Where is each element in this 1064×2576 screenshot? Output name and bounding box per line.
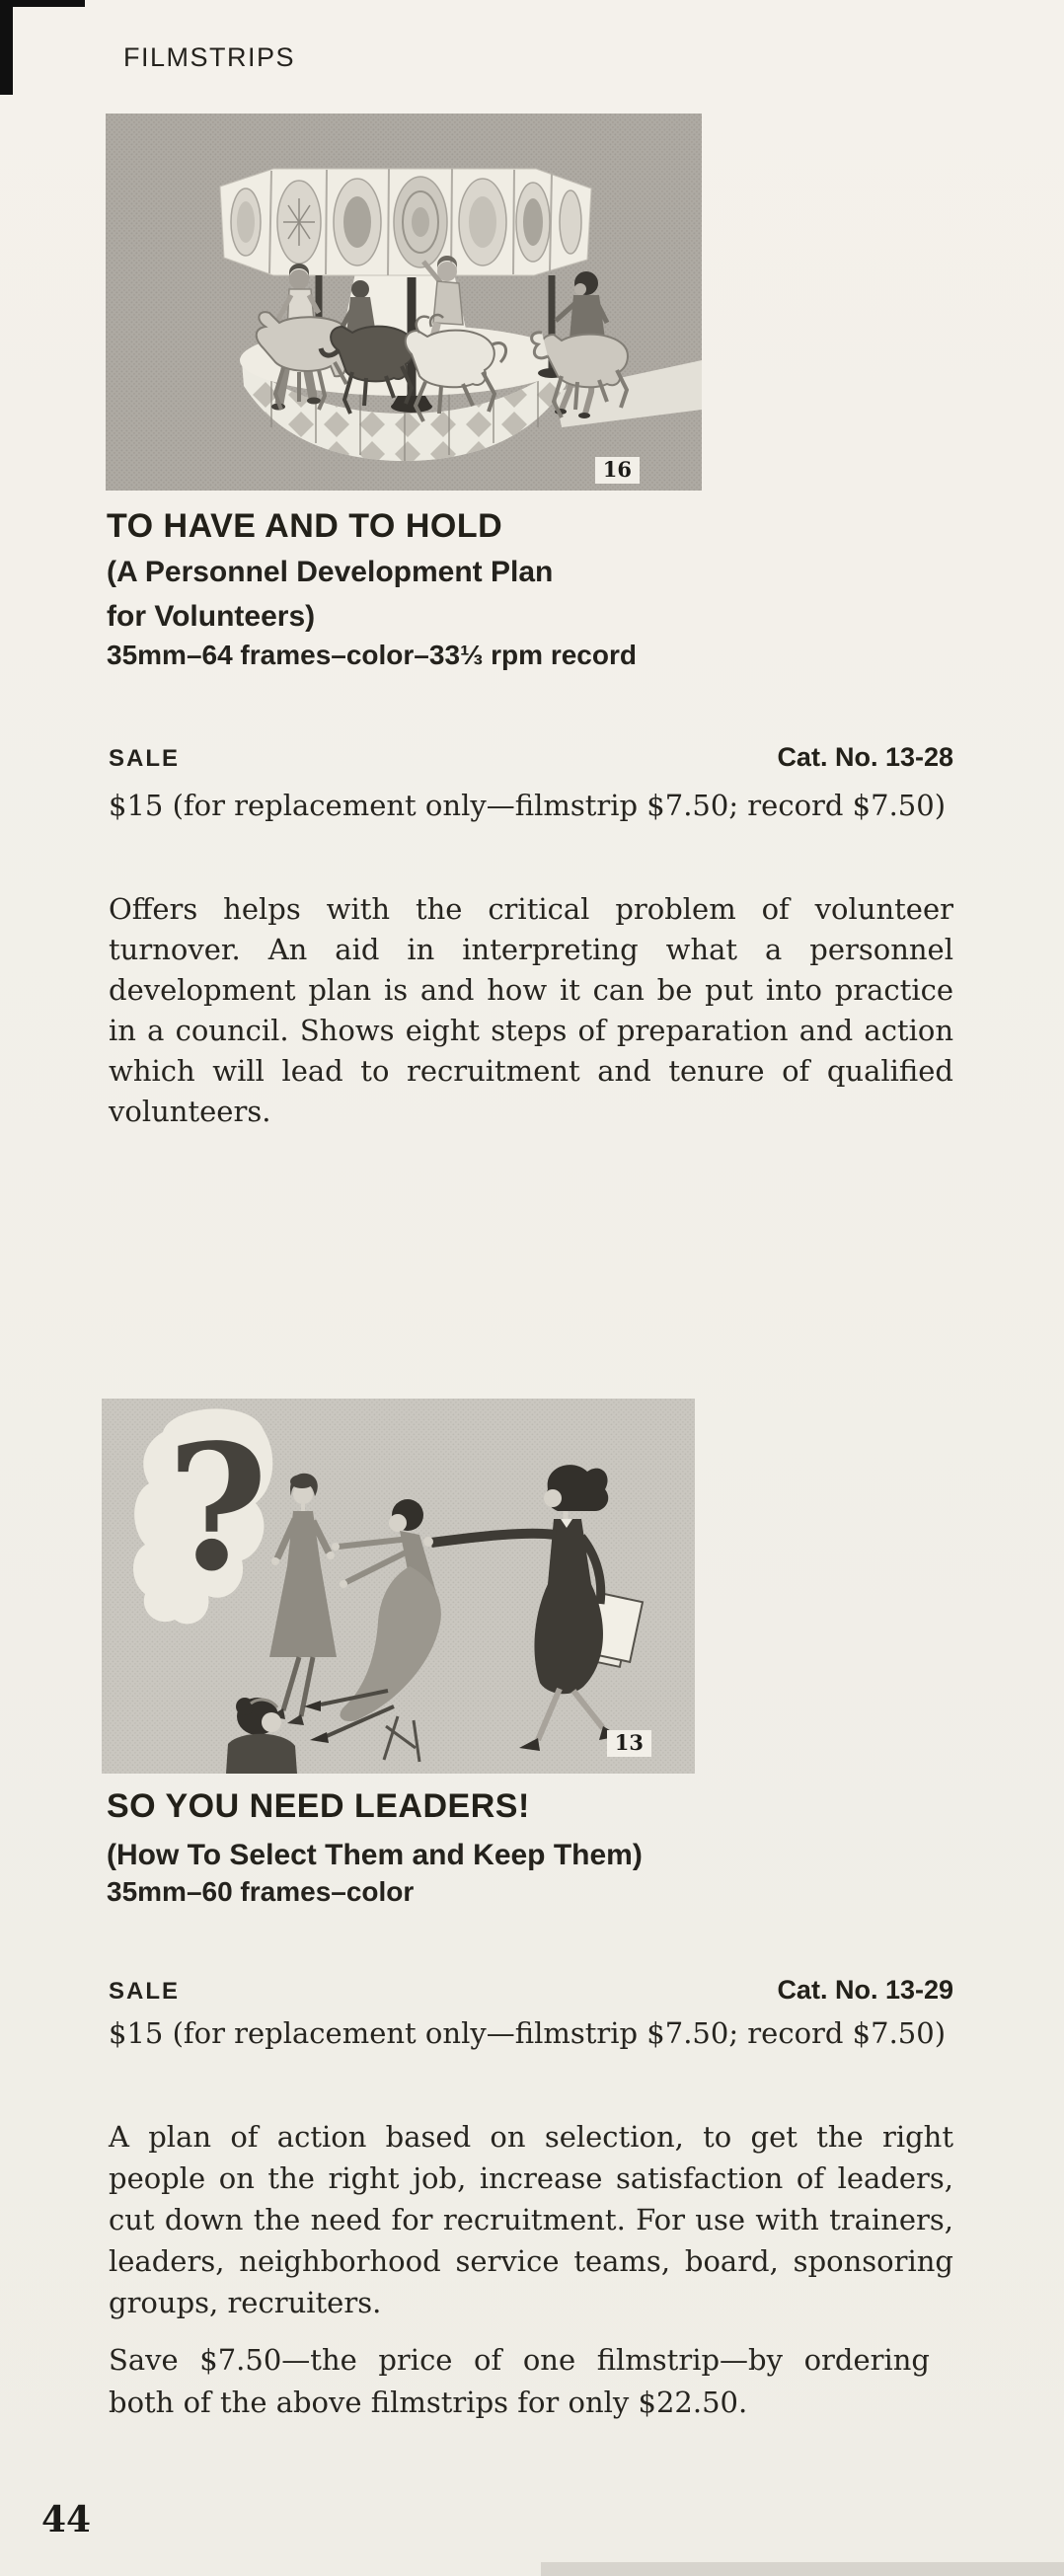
catalog-number: Cat. No. 13-28 <box>777 742 953 772</box>
listing-title: SO YOU NEED LEADERS! <box>107 1787 530 1825</box>
listing-description: A plan of action based on selection, to get the right people on the right job, increase satisfaction of leaders, cut down the need for recruitment. For use with trainers, leaders, neighborhood service teams, board, sponsoring groups, recruiters. <box>109 2120 953 2319</box>
listing-title: TO HAVE AND TO HOLD <box>107 507 503 545</box>
page-number: 44 <box>41 2499 92 2540</box>
listing-spec: 35mm–64 frames–color–33⅓ rpm record <box>107 640 637 670</box>
subtitle-line: for Volunteers) <box>107 600 316 633</box>
sale-row <box>109 742 953 773</box>
sale-label: SALE <box>109 1978 181 2005</box>
question-mark <box>133 1407 272 1624</box>
scan-artifact <box>0 0 13 95</box>
scan-edge-shadow <box>541 2562 1064 2576</box>
listing-subtitle <box>107 550 955 639</box>
carousel-canopy <box>220 169 591 275</box>
listing-spec: 35mm–60 frames–color <box>107 1876 415 1907</box>
listing-subtitle <box>107 1833 955 1877</box>
catalog-number: Cat. No. 13-29 <box>777 1975 953 2005</box>
sale-label: SALE <box>109 745 181 772</box>
figure-number-badge: 13 <box>607 1730 651 1757</box>
subtitle-line: (A Personnel Development Plan <box>107 556 554 588</box>
subtitle-line: (How To Select Them and Keep Them) <box>107 1839 643 1871</box>
svg-text:?: ? <box>167 1407 268 1610</box>
figure-number-badge: 16 <box>595 457 640 484</box>
savings-note: Save $7.50—the price of one filmstrip—by ordering both of the above filmstrips for only $22.50. <box>109 2343 930 2419</box>
price-text: $15 (for replacement only—filmstrip $7.50; record $7.50) <box>109 2016 947 2050</box>
carousel-art <box>106 114 702 491</box>
leaders-illustration <box>102 1399 695 1774</box>
carousel-illustration <box>106 114 702 491</box>
section-header: FILMSTRIPS <box>123 42 296 72</box>
scan-artifact <box>0 0 85 7</box>
listing-description: Offers helps with the critical problem of volunteer turnover. An aid in interpreting what a personnel development plan is and how it can be put into practice in a council. Shows eight steps of preparation and action which will lead to recruitment and tenure of qualified volunteers. <box>109 892 953 1128</box>
leaders-art <box>102 1399 695 1774</box>
price-text: $15 (for replacement only—filmstrip $7.50; record $7.50) <box>109 789 947 822</box>
sale-row <box>109 1975 953 2006</box>
